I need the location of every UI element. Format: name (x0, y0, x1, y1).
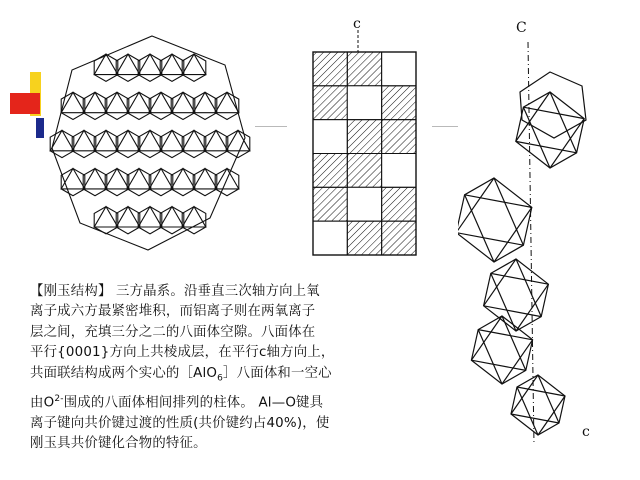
chain-octahedron-edge (502, 316, 526, 370)
layer-stacking-drawing (308, 18, 426, 266)
stacking-cell (313, 52, 347, 86)
octahedron-edge (138, 130, 162, 150)
octahedron-edge (171, 169, 195, 189)
chain-octahedron-edge (458, 178, 494, 233)
stacking-cell (382, 86, 416, 120)
stacking-cell (347, 52, 381, 86)
stacking-cell (313, 120, 347, 154)
chain-octahedron-edge (478, 330, 502, 384)
stacking-cell (313, 221, 347, 255)
chain-octahedron-edge (516, 259, 541, 317)
octahedron-edge (193, 169, 217, 189)
chain-axis-bottom-label: c (582, 424, 590, 440)
chain-octahedron (511, 375, 565, 435)
description-line-4: 平行{0001}方向上共棱成层，在平行c轴方向上， (30, 345, 335, 361)
octahedron-edge (182, 130, 206, 150)
stacking-cell (347, 86, 381, 120)
octahedron-edge (149, 169, 173, 189)
stacking-cell (382, 187, 416, 221)
octahedron-edge (138, 207, 162, 227)
line5-subscript: 6 (217, 373, 224, 384)
chain-octahedron (520, 72, 586, 138)
chain-octahedron-edge (538, 375, 559, 423)
layer-stacking-figure (308, 18, 426, 266)
octahedron-edge (94, 54, 118, 75)
line5-after: ］八面体和一空心 (223, 365, 332, 381)
stacking-cell (382, 52, 416, 86)
stacking-cell (347, 221, 381, 255)
chain-octahedron-edge (491, 273, 516, 331)
octahedron-edge (105, 92, 129, 112)
description-line-1: 【刚玉结构】 三方晶系。沿垂直三次轴方向上氧 (30, 284, 320, 299)
octahedron-edge (127, 169, 151, 189)
chain-octahedron-edge (517, 387, 538, 435)
octahedron-edge (105, 169, 129, 189)
description-line-5 (30, 364, 440, 389)
description-line-8: 刚玉具共价键化合物的特征。 (30, 435, 207, 451)
octahedral-layer-figure (40, 28, 260, 258)
octahedron-edge (160, 207, 184, 227)
divider-line-right (432, 126, 458, 127)
chain-octahedron (516, 92, 584, 168)
octahedra-chain-figure (458, 20, 608, 450)
octahedron-edge (116, 130, 140, 150)
octahedron-edge (182, 54, 206, 75)
chain-octahedron-edge (465, 195, 494, 262)
stacking-cell (347, 120, 381, 154)
octahedron-edge (160, 130, 184, 150)
octahedron-edge (61, 169, 85, 189)
description-line-2: 离子成六方最紧密堆积，而铝离子则在两氧离子 (30, 304, 316, 320)
line6-after: 围成的八面体相间排列的柱体。 Al—O键具 (63, 395, 324, 411)
stacking-cell (382, 154, 416, 188)
octahedron-edge (171, 92, 195, 112)
octahedron-edge (149, 92, 173, 112)
line5-before: 共面联结构成两个实心的［AlO (30, 365, 218, 381)
octahedron-edge (116, 54, 140, 75)
octahedron-edge (138, 54, 162, 75)
octahedron-edge (72, 130, 96, 150)
octahedral-layer-drawing (40, 28, 260, 258)
stacking-cell (313, 187, 347, 221)
stacking-cell (313, 86, 347, 120)
description-line-7: 离子键向共价键过渡的性质(共价键约占40%)，使 (30, 415, 330, 431)
stacking-cell (382, 221, 416, 255)
octahedron-edge (226, 130, 250, 150)
octahedron-edge (127, 92, 151, 112)
chain-octahedron (484, 259, 549, 331)
octahedron-edge (116, 207, 140, 227)
octahedron-edge (182, 207, 206, 227)
description-line-6 (30, 389, 440, 414)
chain-octahedron-edge (523, 107, 550, 168)
stacking-cell (382, 120, 416, 154)
stacking-cell (347, 187, 381, 221)
chain-octahedron-edge (550, 92, 577, 153)
octahedron-edge (204, 130, 228, 150)
stacking-cell (313, 154, 347, 188)
description-line-3: 层之间，充填三分之二的八面体空隙。八面体在 (30, 324, 316, 340)
octahedron-edge (83, 92, 107, 112)
octahedron-edge (160, 54, 184, 75)
line6-superscript: 2- (54, 393, 64, 404)
octahedron-edge (94, 130, 118, 150)
line6-before: 由O (30, 395, 55, 411)
octahedron-edge (193, 92, 217, 112)
corundum-structure-description (30, 282, 440, 454)
octahedron-edge (94, 207, 118, 227)
decor-red-bar (10, 93, 40, 114)
chain-octahedron (458, 178, 532, 262)
chain-axis-top-label: C (516, 20, 527, 36)
chain-octahedron-edge (494, 178, 523, 245)
octahedra-chain-drawing (458, 20, 608, 450)
octahedron-edge (83, 169, 107, 189)
octahedron-edge (61, 92, 85, 112)
stacking-axis-label: c (353, 16, 361, 32)
stacking-cell (347, 154, 381, 188)
